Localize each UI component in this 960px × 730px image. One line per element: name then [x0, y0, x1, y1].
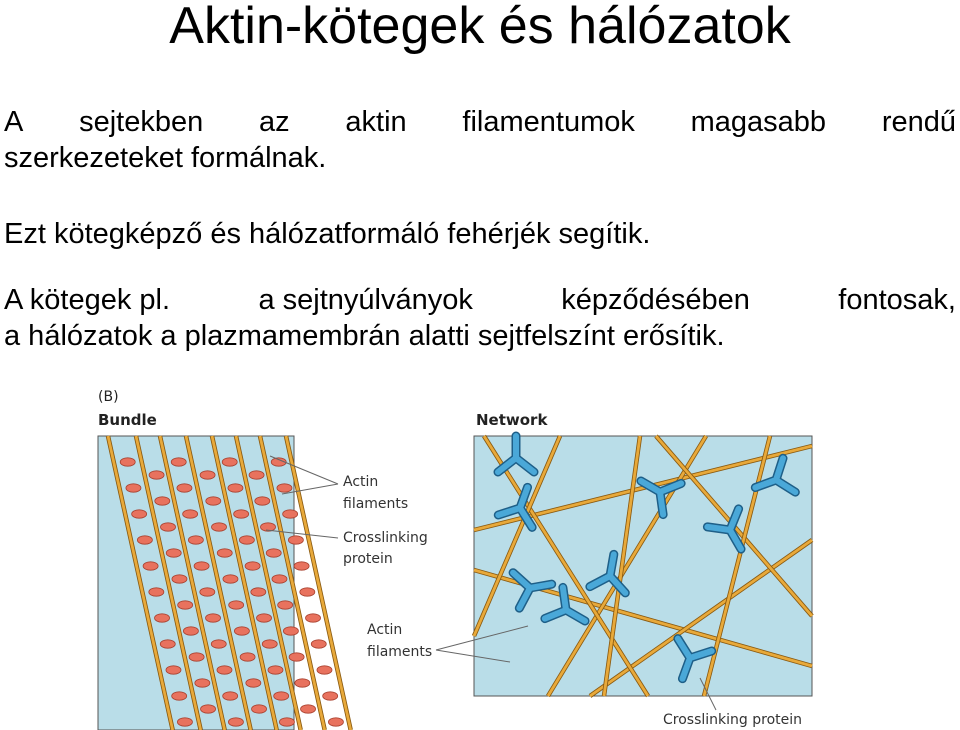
bundle-crosslink-label-1: Crosslinking [343, 530, 428, 546]
word: magasabb [690, 106, 827, 138]
crosslinking-protein [200, 588, 215, 596]
figure-svg [0, 380, 960, 730]
paragraph-3-line-1 [4, 282, 956, 318]
slide-title: Aktin-kötegek és hálózatok [169, 0, 791, 55]
crosslinking-protein [262, 640, 277, 648]
crosslinking-protein [288, 536, 303, 544]
crosslinking-protein [239, 536, 254, 544]
word: sejtekben [79, 106, 204, 138]
word: filamentumok [462, 106, 635, 138]
crosslinking-protein [317, 666, 332, 674]
crosslinking-protein [211, 640, 226, 648]
actin-filament [286, 436, 351, 730]
crosslinking-protein [266, 549, 281, 557]
crosslinking-protein [126, 484, 141, 492]
paragraph-3 [4, 282, 956, 354]
crosslinking-protein [217, 549, 232, 557]
panel-letter: (B) [98, 389, 119, 405]
word: rendű [881, 106, 956, 138]
crosslinking-protein [283, 627, 298, 635]
crosslinking-protein [155, 497, 170, 505]
crosslinking-protein [223, 692, 238, 700]
crosslinking-protein [172, 692, 187, 700]
crosslinking-protein [143, 562, 158, 570]
crosslinking-protein [229, 601, 244, 609]
crosslinking-protein [278, 601, 293, 609]
crosslinking-protein [228, 484, 243, 492]
paragraph-1 [4, 104, 956, 176]
network-actin-label-1: Actin [367, 622, 403, 638]
crosslinking-protein [178, 601, 193, 609]
crosslinking-protein [200, 471, 215, 479]
crosslinking-protein [234, 627, 249, 635]
phrase: képződésében [561, 284, 750, 316]
crosslinking-protein [137, 536, 152, 544]
crosslinking-protein [279, 718, 294, 726]
crosslinking-protein [166, 549, 181, 557]
crosslinking-protein [161, 523, 176, 531]
paragraph-2: Ezt kötegképző és hálózatformáló fehérjék segítik. [4, 218, 651, 250]
network-crosslink-label: Crosslinking protein [663, 712, 803, 728]
bundle-heading: Bundle [98, 411, 157, 429]
crosslinking-protein [251, 588, 266, 596]
phrase: fontosak, [838, 284, 956, 316]
crosslinking-protein [206, 497, 221, 505]
crosslinking-protein [195, 679, 210, 687]
crosslinking-protein [223, 575, 238, 583]
crosslinking-protein [294, 562, 309, 570]
crosslinking-protein [246, 679, 261, 687]
crosslinking-protein [240, 653, 255, 661]
crosslinking-protein [172, 575, 187, 583]
crosslinking-protein [149, 588, 164, 596]
crosslinking-protein [295, 679, 310, 687]
crosslinking-protein [255, 497, 270, 505]
crosslinking-protein [328, 718, 343, 726]
bundle-actin-label-2: filaments [343, 496, 409, 512]
bundle-crosslink-label-2: protein [343, 551, 393, 567]
crosslinking-protein [306, 614, 321, 622]
bundle-actin-label-1: Actin [343, 474, 379, 490]
crosslinking-protein [183, 627, 198, 635]
crosslinking-protein [274, 692, 289, 700]
paragraph-3-line-2: a hálózatok a plazmamembrán alatti sejtfelszínt erősítik. [4, 320, 725, 352]
crosslinking-protein [189, 653, 204, 661]
crosslinking-protein [177, 718, 192, 726]
crosslinking-protein [132, 510, 147, 518]
crosslinking-protein [201, 705, 216, 713]
word: aktin [345, 106, 407, 138]
crosslinking-protein [277, 484, 292, 492]
crosslinking-protein [257, 614, 272, 622]
crosslinking-protein [283, 510, 298, 518]
word: A [4, 106, 24, 138]
crosslinking-protein [212, 523, 227, 531]
crosslinking-protein [272, 575, 287, 583]
crosslinking-protein [177, 484, 192, 492]
crosslinking-protein [228, 718, 243, 726]
word: az [259, 106, 290, 138]
crosslinking-protein [245, 562, 260, 570]
crosslinking-protein [155, 614, 170, 622]
crosslinking-protein [222, 458, 237, 466]
crosslinking-protein [188, 536, 203, 544]
crosslinking-protein [234, 510, 249, 518]
crosslinking-protein [301, 705, 316, 713]
crosslinking-protein [252, 705, 267, 713]
crosslinking-protein [160, 640, 175, 648]
crosslinking-protein [289, 653, 304, 661]
crosslinking-protein [249, 471, 264, 479]
phrase: a sejtnyúlványok [258, 284, 473, 316]
crosslinking-protein [194, 562, 209, 570]
crosslinking-protein [311, 640, 326, 648]
paragraph-1-line-2: szerkezeteket formálnak. [4, 142, 327, 174]
crosslinking-protein [166, 666, 181, 674]
crosslinking-protein [171, 458, 186, 466]
crosslinking-protein [120, 458, 135, 466]
crosslinking-protein [217, 666, 232, 674]
network-heading: Network [476, 411, 548, 429]
crosslinking-protein [183, 510, 198, 518]
phrase: A kötegek pl. [4, 284, 171, 316]
crosslinking-protein [323, 692, 338, 700]
crosslinking-protein [300, 588, 315, 596]
crosslinking-protein [268, 666, 283, 674]
paragraph-1-line-1 [4, 104, 956, 140]
crosslinking-protein [149, 471, 164, 479]
network-actin-label-2: filaments [367, 644, 433, 660]
crosslinking-protein [206, 614, 221, 622]
figure [0, 380, 960, 730]
